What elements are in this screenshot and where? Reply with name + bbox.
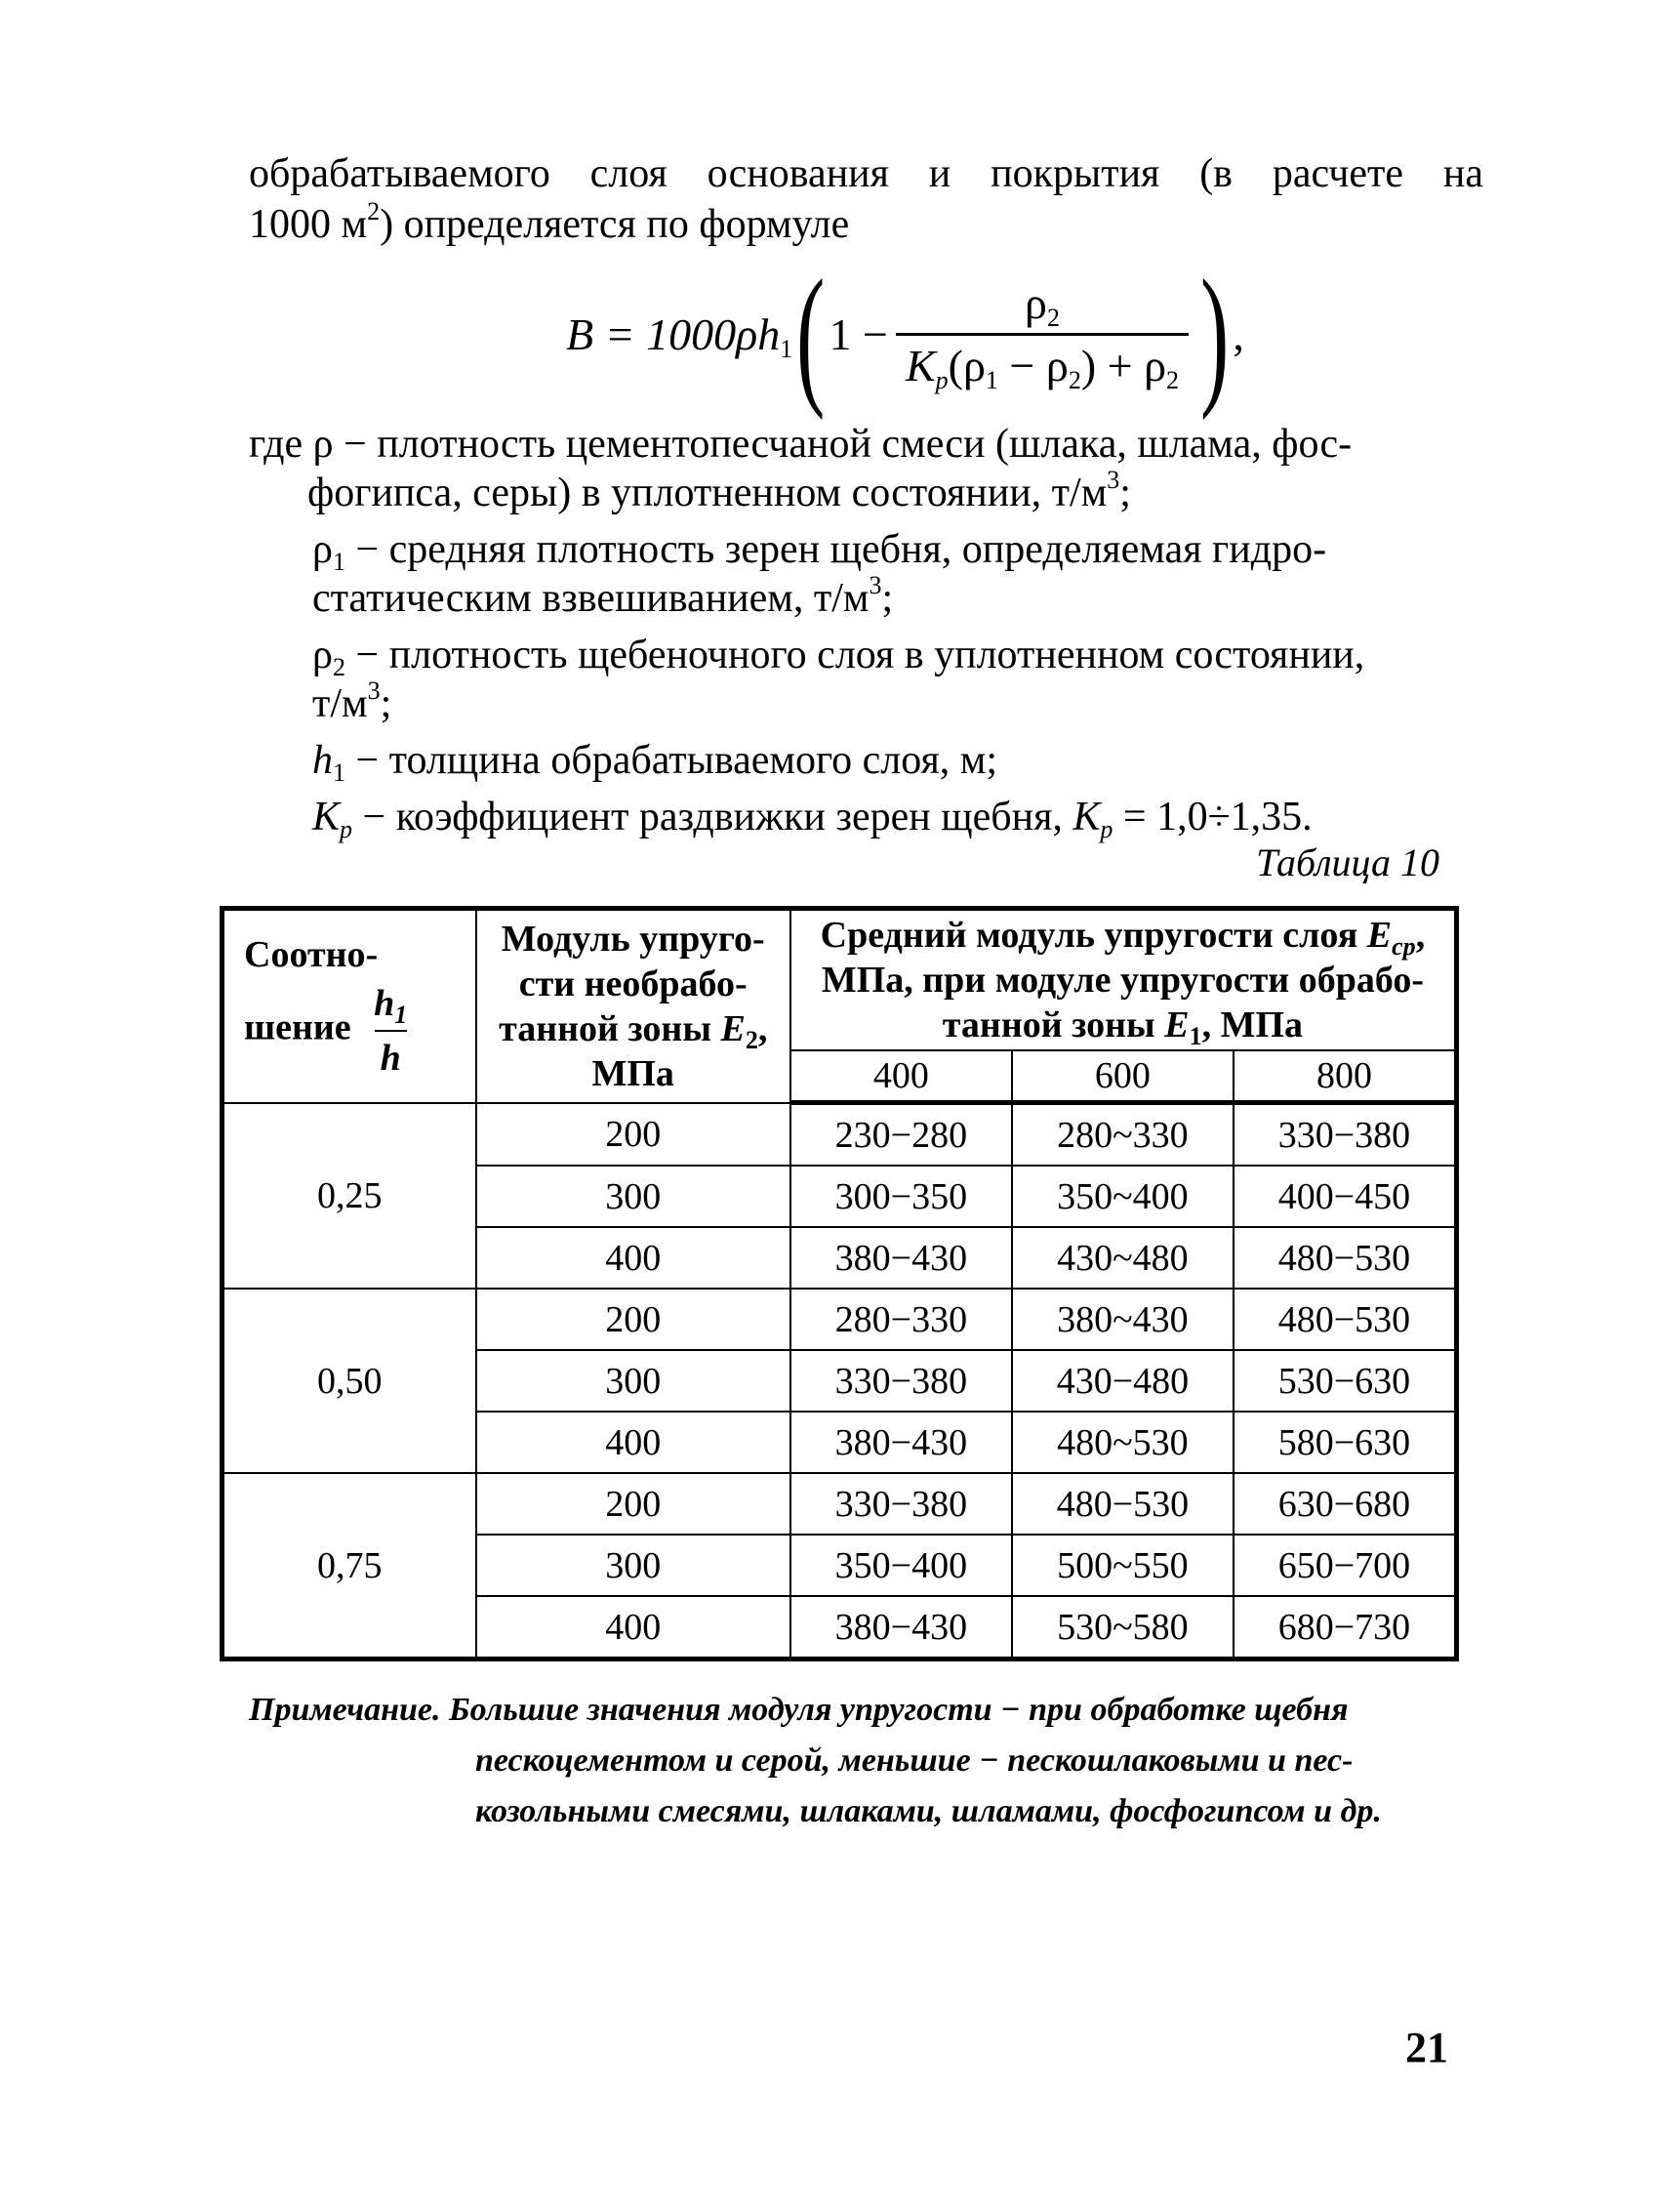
def-rho2-sup: 3 [367,676,381,705]
header-e1-800: 800 [1234,1050,1457,1103]
value-cell: 300−350 [790,1166,1012,1227]
value-cell: 530−630 [1234,1350,1457,1412]
value-cell: 430~480 [1012,1227,1234,1289]
intro-paragraph [249,148,1483,250]
def-kp [249,793,1483,841]
ratio-cell: 0,75 [223,1473,476,1659]
value-cell: 430−480 [1012,1350,1234,1412]
header-e2-l4: МПа [591,1052,674,1094]
header-ratio-num: h [374,982,395,1024]
formula-left-paren: ( [796,247,826,421]
e2-cell: 200 [476,1473,790,1535]
value-cell: 380−430 [790,1596,1012,1659]
def-rho-lead: где ρ [249,422,334,467]
def-rho-text: − плотность цементопесчаной смеси (шлака, шлама, фос- [333,422,1353,467]
def-kp-sub: p [340,815,353,843]
formula-fraction [896,277,1189,394]
def-kp-sym: K [312,795,341,840]
page-number: 21 [1405,2024,1448,2071]
value-cell: 580−630 [1234,1412,1457,1473]
formula-den-r3: ) + ρ [1080,340,1167,390]
def-h1-sub: 1 [333,758,345,787]
formula-lhs-text: B = 1000ρh [566,308,781,359]
modulus-table [220,906,1459,1661]
e2-cell: 300 [476,1535,790,1596]
intro-line-1: обрабатываемого слоя основания и покрытия (в расчете на [249,151,1483,196]
value-cell: 380−430 [790,1227,1012,1289]
table-row [223,1473,1457,1535]
note-line-1: Большие значения модуля упругости − при обработке щебня [440,1692,1349,1728]
formula-den-p: p [935,365,949,394]
header-e2-l3: танной зоны [499,1007,721,1049]
value-cell: 480−530 [1012,1473,1234,1535]
e2-cell: 200 [476,1289,790,1350]
value-cell: 480−530 [1234,1289,1457,1350]
def-rho2-cont: т/м [312,681,368,726]
value-cell: 350~400 [1012,1166,1234,1227]
def-kp-sub2: p [1100,815,1113,843]
value-cell: 380~430 [1012,1289,1234,1350]
header-ecp-l3: танной зоны [942,1004,1165,1045]
value-cell: 230−280 [790,1103,1012,1167]
table-header-row [223,909,1457,1051]
e2-cell: 400 [476,1227,790,1289]
formula-num-sub: 2 [1046,303,1060,332]
def-kp-text: − коэффициент раздвижки зерен щебня, [352,795,1073,840]
def-rho2 [249,631,1483,728]
def-rho1-sym: ρ [312,527,333,572]
def-rho-end: ; [1119,471,1131,515]
def-kp-sym2: K [1072,795,1101,840]
formula [566,247,1244,421]
header-e2-l3-post: , [757,1007,768,1049]
header-e2-sym: E [720,1007,746,1049]
header-ecp-sub: ср [1392,932,1416,961]
value-cell: 530~580 [1012,1596,1234,1659]
def-rho2-end: ; [380,681,392,726]
def-rho [249,420,1483,517]
header-ecp-sym: E [1366,915,1393,956]
def-rho1-text: − средняя плотность зерен щебня, определяемая гидро- [344,527,1327,572]
table-row [223,1103,1457,1167]
header-e1-400: 400 [790,1050,1012,1103]
formula-lhs [566,308,793,363]
header-ratio-word: шение [244,1006,351,1048]
value-cell: 400−450 [1234,1166,1457,1227]
formula-one-minus: 1 − [829,308,888,359]
formula-den-r2: − ρ [997,340,1069,390]
value-cell: 280~330 [1012,1103,1234,1167]
formula-den-s1: 1 [985,365,998,394]
header-ecp-e1-sub: 1 [1189,1022,1202,1050]
e2-cell: 400 [476,1412,790,1473]
header-ecp-l3-post: , МПа [1201,1004,1304,1045]
value-cell: 280−330 [790,1289,1012,1350]
e2-cell: 300 [476,1166,790,1227]
header-ratio-pre: Соотно- [244,933,379,975]
formula-den-k: K [905,340,936,390]
value-cell: 480~530 [1012,1412,1234,1473]
header-ratio-num-sub: 1 [394,1000,408,1029]
def-rho1-sub: 1 [332,548,345,576]
header-ratio-den: h [375,1030,407,1083]
header-e2-sub: 2 [745,1025,758,1054]
header-e2-l1: Модуль упруго- [501,918,765,960]
note-label: Примечание. [249,1692,441,1728]
header-ratio-fraction [368,979,413,1083]
def-rho1-cont: статическим взвешиванием, т/м [312,576,870,621]
header-ecp [790,909,1457,1051]
formula-lhs-sub: 1 [780,334,793,363]
intro-line-2-post: ) определяется по формуле [380,202,850,247]
definitions [249,420,1483,849]
value-cell: 350−400 [790,1535,1012,1596]
e2-cell: 200 [476,1103,790,1167]
header-ecp-l2: МПа, при модуле упругости обрабо- [821,960,1424,1001]
header-ecp-e1-sym: E [1164,1004,1190,1045]
ratio-cell: 0,25 [223,1103,476,1290]
header-ecp-l1-post: , [1415,915,1426,956]
def-rho1 [249,525,1483,623]
formula-denominator [896,333,1189,394]
formula-numerator [1015,277,1070,333]
value-cell: 650−700 [1234,1535,1457,1596]
def-h1 [249,736,1483,785]
intro-line-2-sup: 2 [367,197,381,225]
formula-den-s3: 2 [1166,365,1180,394]
def-rho1-sup: 3 [869,571,882,599]
formula-den-r1: (ρ [948,340,986,390]
note-line-3: козольными смесями, шлаками, шламами, фосфогипсом и др. [475,1793,1382,1829]
header-ratio [223,909,476,1103]
formula-den-s2: 2 [1068,365,1081,394]
formula-comma: , [1233,308,1244,359]
value-cell: 480−530 [1234,1227,1457,1289]
table-caption: Таблица 10 [1256,840,1439,884]
e2-cell: 400 [476,1596,790,1659]
def-rho1-end: ; [881,576,894,621]
formula-right-paren: ) [1200,247,1230,421]
intro-line-2 [249,197,850,247]
ratio-cell: 0,50 [223,1289,476,1473]
intro-line-2-pre: 1000 м [249,202,368,247]
def-h1-sym: h [312,738,333,783]
header-ecp-l1: Средний модуль упругости слоя [820,915,1367,956]
note-line-2: пескоцементом и серой, меньшие − пескошлаковыми и пес- [475,1742,1354,1779]
value-cell: 680−730 [1234,1596,1457,1659]
value-cell: 330−380 [790,1473,1012,1535]
value-cell: 330−380 [1234,1103,1457,1167]
value-cell: 630−680 [1234,1473,1457,1535]
def-rho2-sub: 2 [332,653,345,681]
def-h1-text: − толщина обрабатываемого слоя, м; [345,738,998,783]
def-rho2-sym: ρ [312,633,333,677]
header-e2-l2: сти необрабо- [518,963,748,1004]
header-e1-600: 600 [1012,1050,1234,1103]
value-cell: 330−380 [790,1350,1012,1412]
header-e2 [476,909,790,1103]
e2-cell: 300 [476,1350,790,1412]
formula-num-sym: ρ [1025,277,1047,328]
def-rho-cont: фогипса, серы) в уплотненном состоянии, т/м [307,471,1108,515]
value-cell: 500~550 [1012,1535,1234,1596]
def-rho2-text: − плотность щебеночного слоя в уплотненном состоянии, [344,633,1365,677]
def-rho-sup: 3 [1107,466,1120,494]
table-row [223,1289,1457,1350]
value-cell: 380−430 [790,1412,1012,1473]
def-kp-value: = 1,0÷1,35. [1113,795,1313,840]
table-note [249,1685,1478,1837]
